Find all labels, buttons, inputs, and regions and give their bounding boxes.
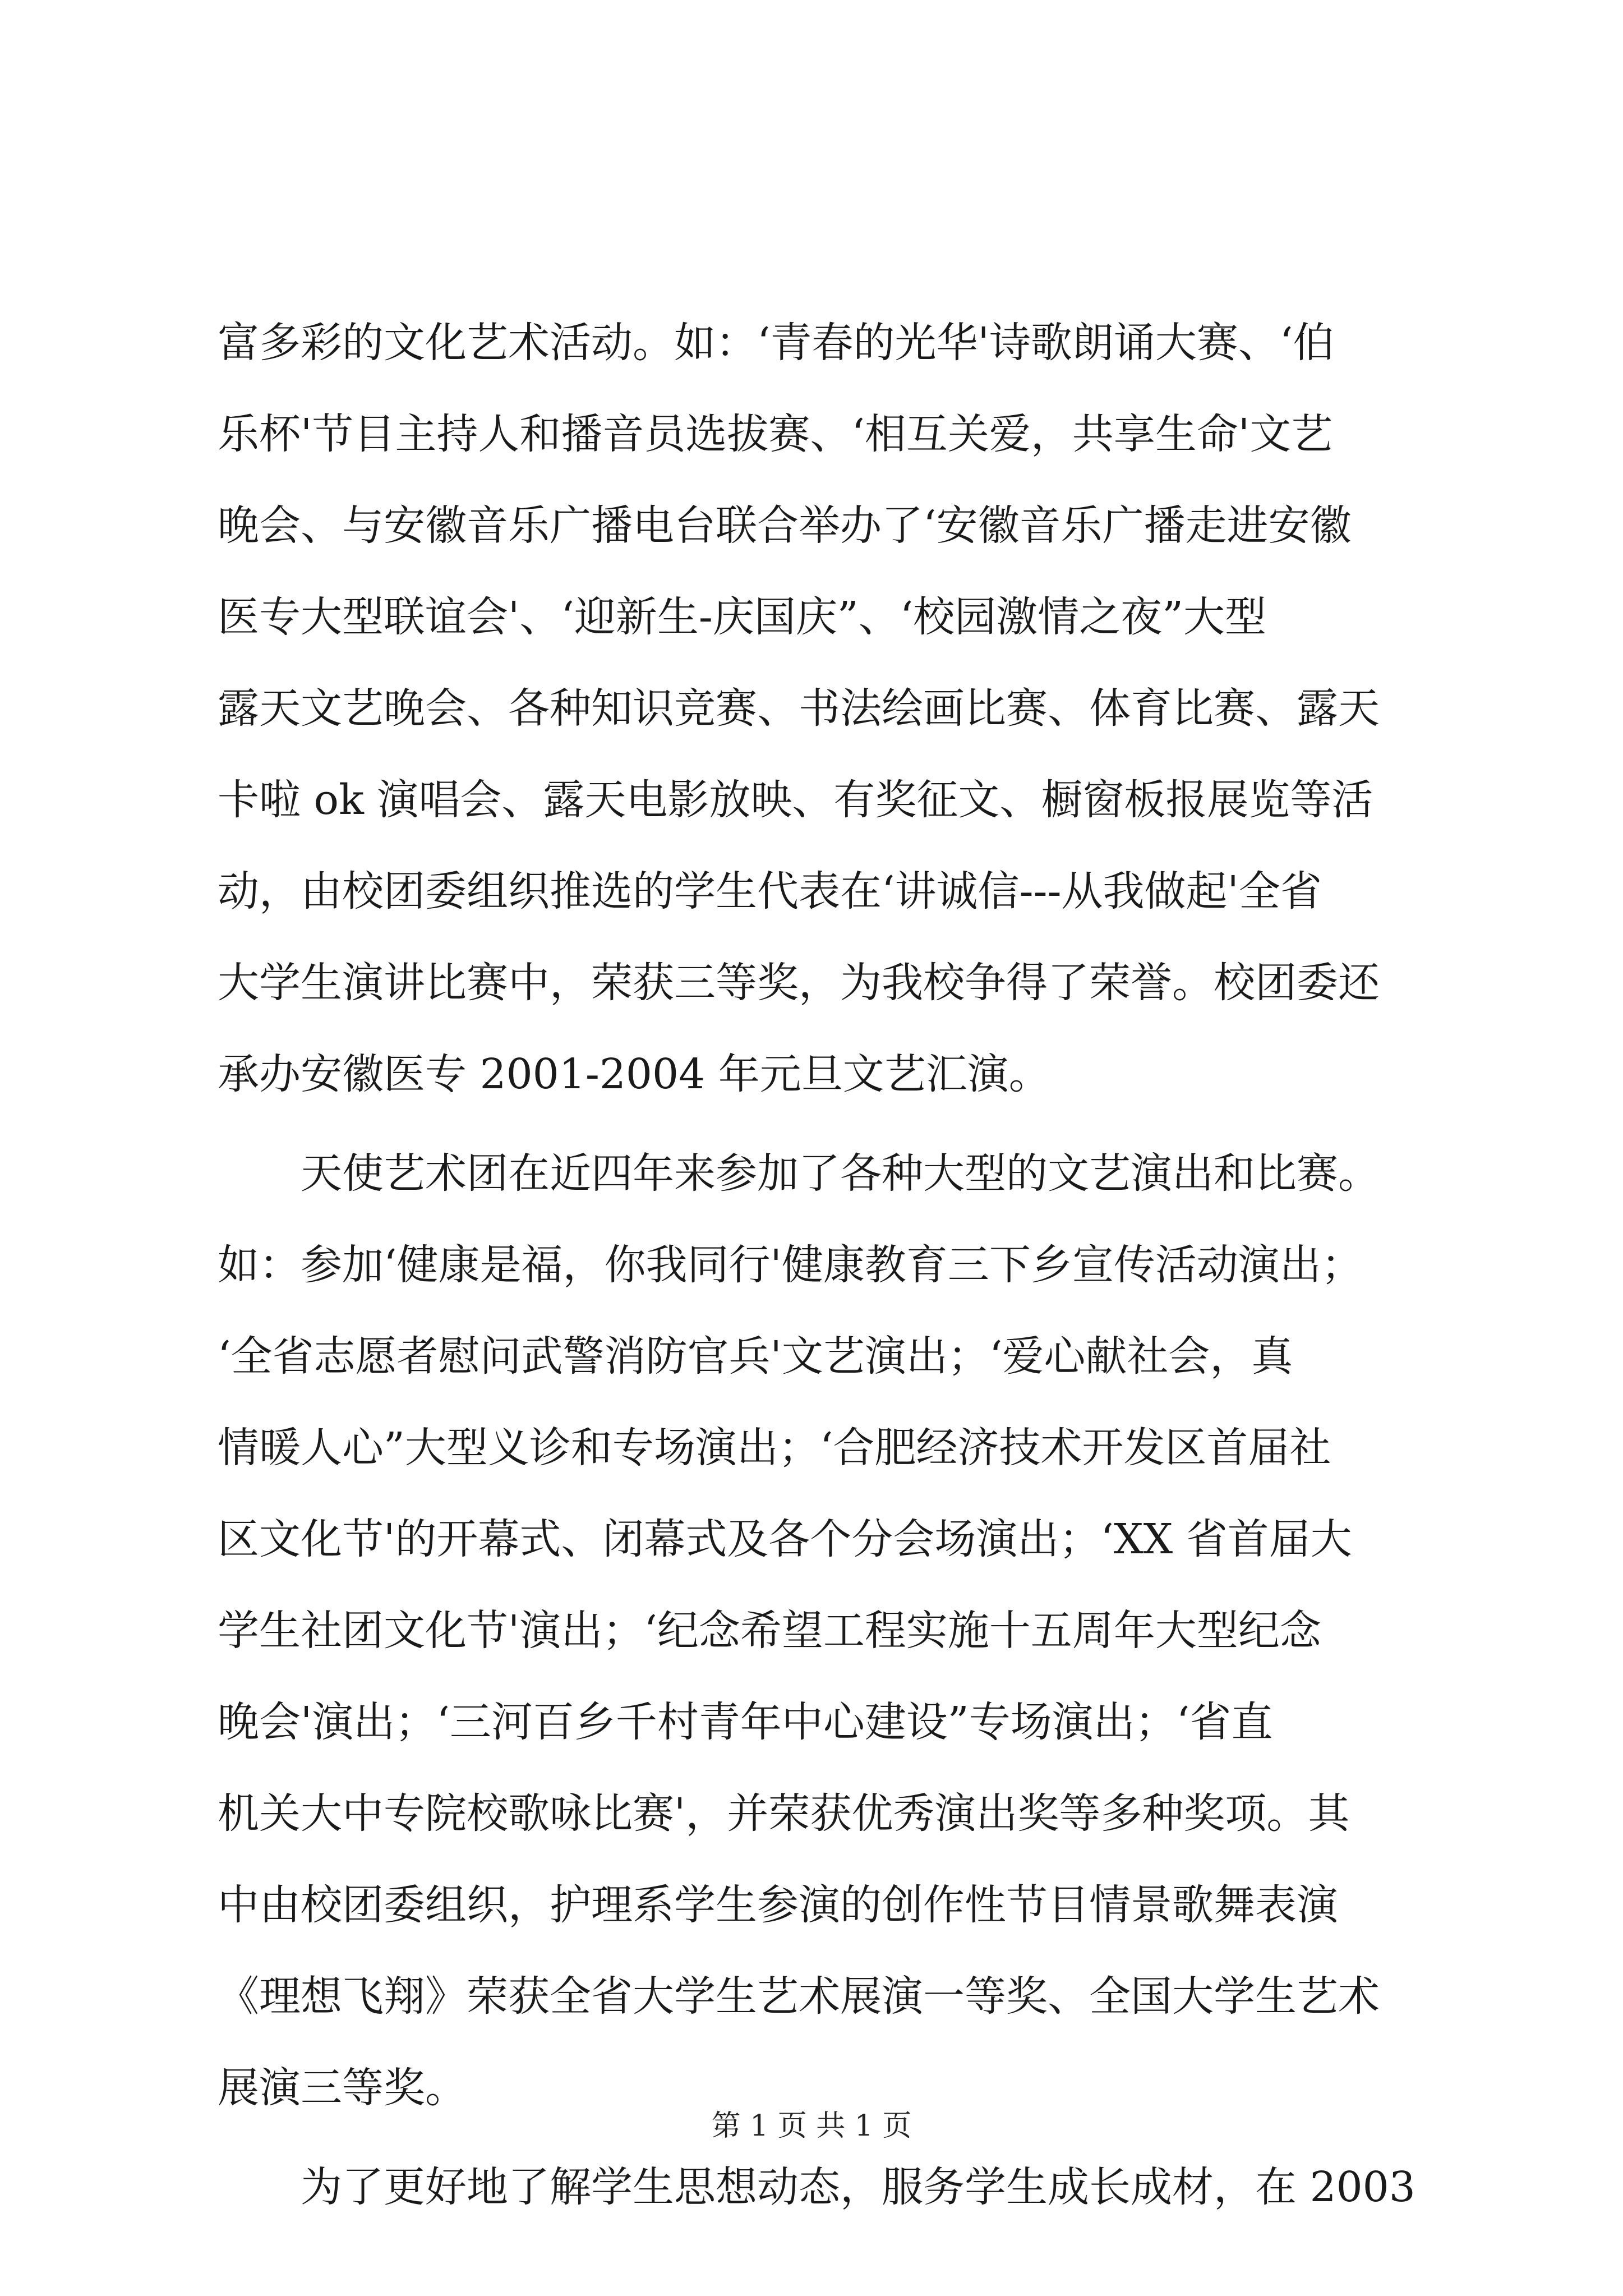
text-line: 中由校团委组织，护理系学生参演的创作性节目情景歌舞表演 [218,1881,1338,1929]
text-line: 天使艺术团在近四年来参加了各种大型的文艺演出和比赛。 [301,1149,1380,1198]
text-line: 富多彩的文化艺术活动。如：‘青春的光华'诗歌朗诵大赛、‘伯 [218,319,1335,367]
text-line: 区文化节'的开幕式、闭幕式及各个分会场演出；‘XX 省首届大 [218,1515,1352,1563]
text-line: 露天文艺晚会、各种知识竞赛、书法绘画比赛、体育比赛、露天 [218,684,1380,733]
text-line: 卡啦 ok 演唱会、露天电影放映、有奖征文、橱窗板报展览等活 [218,776,1373,824]
text-line: 学生社团文化节'演出；‘纪念希望工程实施十五周年大型纪念 [218,1607,1321,1655]
text-line: 乐杯'节目主持人和播音员选拔赛、‘相互关爱，共享生命'文艺 [218,410,1333,458]
text-line: 承办安徽医专 2001-2004 年元旦文艺汇演。 [218,1050,1050,1098]
text-line: 大学生演讲比赛中，荣获三等奖，为我校争得了荣誉。校团委还 [218,959,1380,1007]
text-line: 展演三等奖。 [218,2064,467,2112]
document-body [218,297,1423,2233]
text-line: 如：参加‘健康是福，你我同行'健康教育三下乡宣传活动演出； [218,1241,1363,1289]
page-footer [0,2106,1623,2146]
text-line: ‘全省志愿者慰问武警消防官兵'文艺演出；‘爱心献社会，真 [218,1332,1293,1381]
text-line: 机关大中专院校歌咏比赛'，并荣获优秀演出奖等多种奖项。其 [218,1789,1350,1838]
page-number-label: 第 1 页 共 1 页 [711,2109,912,2143]
text-line: 医专大型联谊会'、‘迎新生-庆国庆”、‘校园激情之夜”大型 [218,593,1267,641]
text-line: 情暖人心”大型义诊和专场演出；‘合肥经济技术开发区首届社 [218,1424,1331,1472]
text-line: 《理想飞翔》荣获全省大学生艺术展演一等奖、全国大学生艺术 [218,1972,1380,2021]
paragraph-2 [218,1128,1423,2134]
text-line: 晚会、与安徽音乐广播电台联合举办了‘安徽音乐广播走进安徽 [218,501,1352,550]
paragraph-3 [218,2142,1423,2233]
text-line: 为了更好地了解学生思想动态，服务学生成长成材，在 2003 [301,2163,1415,2211]
text-line: 晚会'演出；‘三河百乡千村青年中心建设”专场演出；‘省直 [218,1698,1273,1746]
paragraph-1 [218,297,1423,1120]
text-line: 动，由校团委组织推选的学生代表在‘讲诚信---从我做起'全省 [218,867,1322,915]
